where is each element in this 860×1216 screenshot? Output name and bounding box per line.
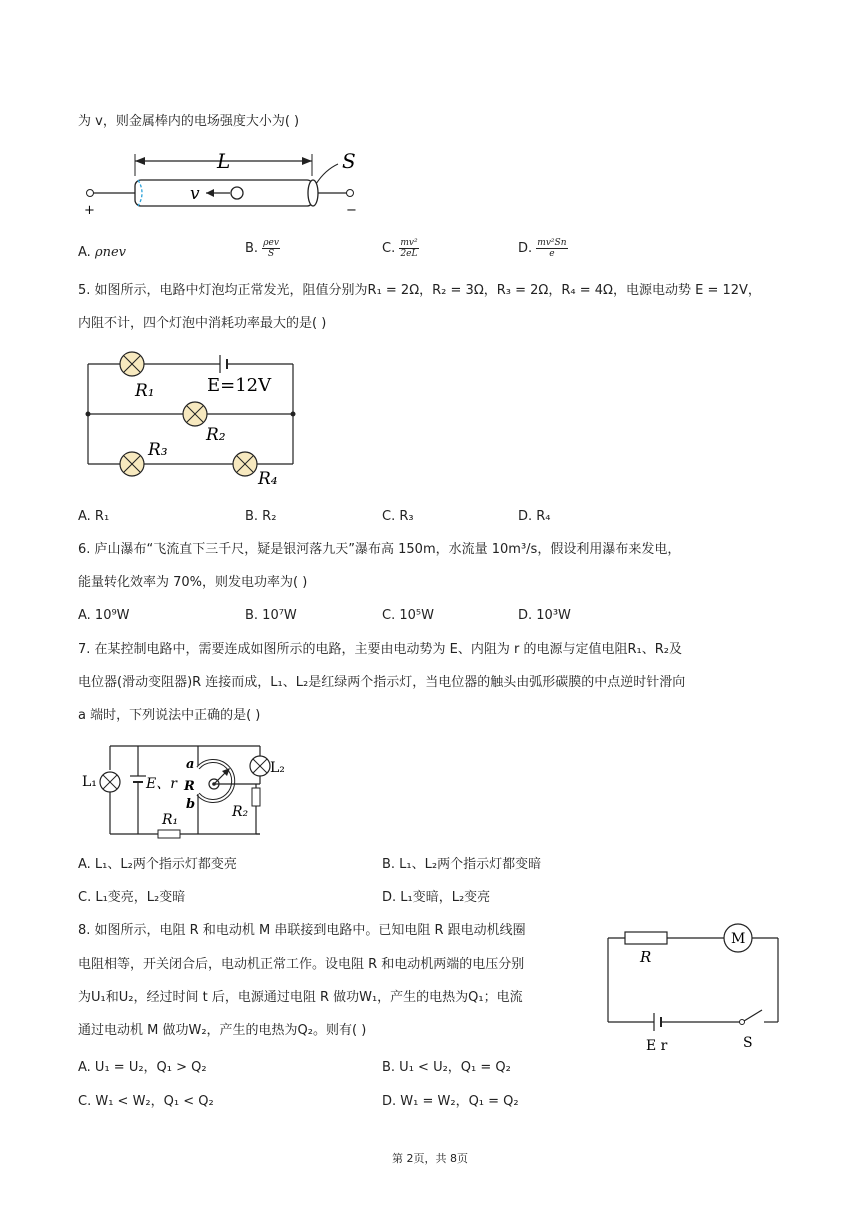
page-footer: 第 2页，共 8页 xyxy=(392,1152,468,1165)
q7-fig-r2: R₂ xyxy=(232,804,249,820)
q4-fig-S: S xyxy=(342,149,356,173)
q7-option-c: C. L₁变亮，L₂变暗 xyxy=(78,890,186,905)
q6-option-a: A. 10⁹W xyxy=(78,608,130,623)
q7-stem-line3: a 端时，下列说法中正确的是( ) xyxy=(78,708,261,723)
q8-option-c: C. W₁ < W₂，Q₁ < Q₂ xyxy=(78,1094,214,1109)
q6-stem-line1: 6. 庐山瀑布“飞流直下三千尺，疑是银河落九天”瀑布高 150m，水流量 10m³/s，假设利用瀑布来发电， xyxy=(78,542,681,557)
q7-fig-a: a xyxy=(186,757,195,772)
q5-circuit-figure xyxy=(80,348,310,493)
q4-stem: 为 v，则金属棒内的电场强度大小为( ) xyxy=(78,114,300,129)
q5-fig-r2: R₂ xyxy=(206,425,226,445)
q4-option-d xyxy=(518,238,568,259)
q8-fig-s: S xyxy=(743,1035,753,1051)
q5-fig-emf: E=12V xyxy=(207,375,272,396)
q7-circuit-figure xyxy=(80,738,295,843)
q4-option-c-key: C. xyxy=(382,241,396,256)
q8-option-d: D. W₁ = W₂，Q₁ = Q₂ xyxy=(382,1094,519,1109)
q5-stem-line1: 5. 如图所示，电路中灯泡均正常发光，阻值分别为R₁ = 2Ω，R₂ = 3Ω，R₃ = 2Ω，R₄ = 4Ω，电源电动势 E = 12V， xyxy=(78,283,761,298)
q4-option-b-key: B. xyxy=(245,241,259,256)
q8-stem-line1: 8. 如图所示，电阻 R 和电动机 M 串联接到电路中。已知电阻 R 跟电动机线圈 xyxy=(78,923,526,938)
q8-fig-r: R xyxy=(640,948,652,966)
q8-fig-m: M xyxy=(731,931,746,947)
q5-option-d: D. R₄ xyxy=(518,509,551,524)
q7-fig-l2: L₂ xyxy=(270,760,285,776)
q4-fig-v: v xyxy=(190,184,200,204)
q7-option-a: A. L₁、L₂两个指示灯都变亮 xyxy=(78,857,237,872)
q7-fig-r: R xyxy=(184,779,195,794)
q4-option-c xyxy=(382,238,419,259)
q5-option-c: C. R₃ xyxy=(382,509,414,524)
q4-option-a-value: ρnev xyxy=(94,245,126,260)
q5-option-a: A. R₁ xyxy=(78,509,110,524)
q8-option-b: B. U₁ < U₂，Q₁ = Q₂ xyxy=(382,1060,511,1075)
q5-fig-r3: R₃ xyxy=(148,440,168,460)
q4-option-d-key: D. xyxy=(518,241,533,256)
q4-option-b-fraction: $\frac{\text{ρev}}{S}$ xyxy=(263,238,279,259)
q8-stem-line3: 为U₁和U₂，经过时间 t 后，电源通过电阻 R 做功W₁，产生的电热为Q₁；电流 xyxy=(78,990,523,1005)
q6-option-d: D. 10³W xyxy=(518,608,571,623)
q5-stem-line2: 内阻不计，四个灯泡中消耗功率最大的是( ) xyxy=(78,316,327,331)
q7-stem-line1: 7. 在某控制电路中，需要连成如图所示的电路，主要由电动势为 E、内阻为 r 的电源与定值电阻R₁、R₂及 xyxy=(78,642,682,657)
q8-stem-line2: 电阻相等，开关闭合后，电动机正常工作。设电阻 R 和电动机两端的电压分别 xyxy=(78,957,525,972)
q8-fig-er: E r xyxy=(646,1038,668,1052)
q7-option-d: D. L₁变暗，L₂变亮 xyxy=(382,890,491,905)
q4-fig-minus: − xyxy=(346,203,357,218)
q7-option-b: B. L₁、L₂两个指示灯都变暗 xyxy=(382,857,542,872)
q7-fig-er: E、r xyxy=(146,776,177,792)
q7-fig-r1: R₁ xyxy=(162,812,179,828)
q4-option-b xyxy=(245,238,280,259)
q7-fig-b: b xyxy=(186,797,196,812)
q4-option-a xyxy=(78,243,126,263)
q4-rod-figure xyxy=(80,148,370,218)
q4-fig-plus: + xyxy=(84,203,95,218)
q4-option-a-key: A. xyxy=(78,245,91,260)
q5-fig-r4: R₄ xyxy=(258,469,278,489)
q6-option-b: B. 10⁷W xyxy=(245,608,297,623)
q8-option-a: A. U₁ = U₂，Q₁ > Q₂ xyxy=(78,1060,207,1075)
q7-stem-line2: 电位器(滑动变阻器)R 连接而成，L₁、L₂是红绿两个指示灯，当电位器的触头由弧形碳膜的中点逆时针滑向 xyxy=(78,675,686,690)
q4-fig-L: L xyxy=(217,149,231,173)
q5-option-b: B. R₂ xyxy=(245,509,277,524)
q6-option-c: C. 10⁵W xyxy=(382,608,434,623)
q6-stem-line2: 能量转化效率为 70%，则发电功率为( ) xyxy=(78,575,308,590)
q4-option-c-fraction: $\frac{\text{mv²}}{2eL}$ xyxy=(400,238,418,259)
q5-fig-r1: R₁ xyxy=(135,381,155,401)
q7-fig-l1: L₁ xyxy=(82,774,97,790)
q8-stem-line4: 通过电动机 M 做功W₂，产生的电热为Q₂。则有( ) xyxy=(78,1023,367,1038)
q4-option-d-fraction: $\frac{\text{mv²Sn}}{e}$ xyxy=(537,238,567,259)
q8-circuit-figure xyxy=(600,922,790,1052)
